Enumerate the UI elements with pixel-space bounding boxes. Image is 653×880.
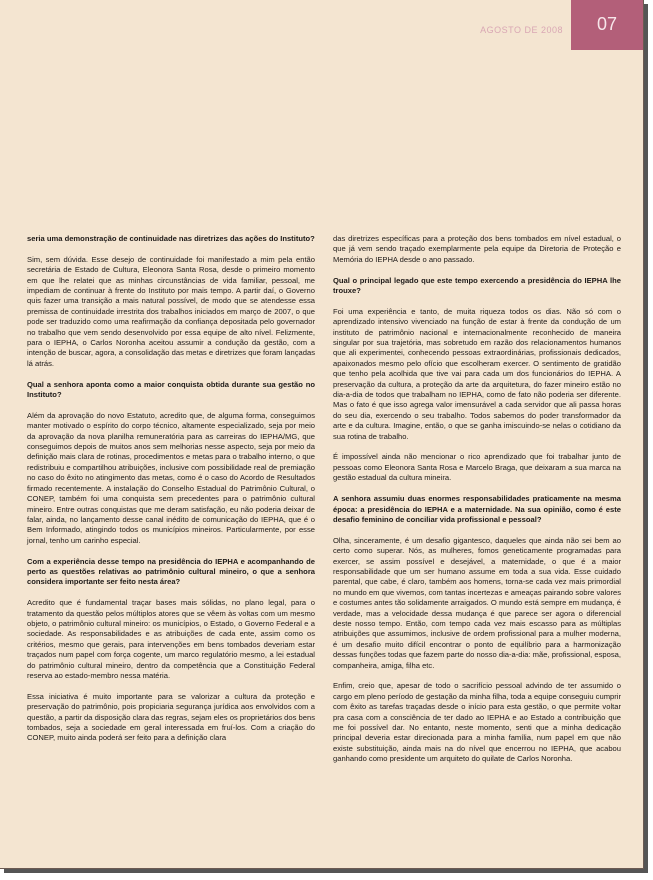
answer-paragraph: Acredito que é fundamental traçar bases mais sólidas, no plano legal, para o tratamento da questão pelos múltiplos atores que se vêem às voltas com um mesmo objeto, o patrimônio cultural mineiro: os municípios, o Estado, o Governo Federal e a sociedade. As responsabilidades e as atribuições de cada ente, assim como os critérios, mesmo que gerais, para intervenções em bens tombados deveriam estar traçados num papel com força cogente, um marco regulatório mesmo, a lei estadual do patrimônio cultural mineiro, dentro da competência que a Constituição Federal reserva ao estado-membro nessa matéria.: [27, 598, 315, 680]
answer-paragraph: Olha, sinceramente, é um desafio gigantesco, daqueles que ainda não sei bem ao certo como superar. Nós, as mulheres, fomos geneticamente programadas para exercer, se assim possível e desejável, a maternidade, o que é a maior responsabilidade que um ser humano assume em toda a sua vida. Esse cuidado parental, que cabe, é claro, também aos homens, torna-se cada vez mais primordial no mundo em que vivemos, com tantas incertezas e ameaças pairando sobre valores e costumes antes tão solidamente arraigados. O mundo está sempre em mudança, é verdade, mas a velocidade dessa mudança é que parece ser agora o diferencial deste nosso tempo. Então, com tempo cada vez mais escasso para as múltiplas atribuições que assumimos, inclusive de ordem profissional para a mulher moderna, é um desafio muito difícil encontrar o ponto de equilíbrio para a harmonização dessas funções todas que fazem parte do nosso dia-a-dia: mãe, profissional, esposa, companheira, amiga, filha etc.: [333, 535, 621, 670]
answer-paragraph: Foi uma experiência e tanto, de muita riqueza todos os dias. Não só com o aprendizado intensivo vivenciado na função de estar à frente da condução de um instituto de patrimônio nacional e internacionalmente reconhecido de maneira singular por sua trajetória, mas sobretudo em razão dos relacionamentos humanos que ali experimentei, conhecendo pessoas extraordinárias, profissionais dedicados, apaixonados mesmo pelo ofício que escolheram exercer. O sentimento de gratidão que tenho pela acolhida que tive vai para cada um dos funcionários do IEPHA. A preservação da cultura, a proteção da arte da arquitetura, do fazer mineiro estão no dia-a-dia de todos que trabalham no IEPHA, como de fato não poderia ser diferente. Mas o fato é que isso agrega valor imensurável a cada servidor que ali passa horas do seu dia, exercendo o seu trabalho. Todos sabemos do poder transformador da arte e da cultura. Imagine, então, o que se ganha imiscuindo-se nelas o cotidiano da sua rotina de trabalho.: [333, 306, 621, 441]
question-text: seria uma demonstração de continuidade nas diretrizes das ações do Instituto?: [27, 234, 315, 243]
answer-paragraph: Enfim, creio que, apesar de todo o sacrifício pessoal advindo de ter assumido o cargo em pleno período de gestação da minha filha, toda a equipe conseguiu cumprir com êxito as tarefas traçadas desde o início para esta gestão, o que permite voltar pra casa com a consciência de ter dado ao IEPHA e ao Estado a contribuição que me foi possível dar. No entanto, neste momento, senti que a minha dedicação principal deveria estar direcionada para a minha família, num papel em que não existe substituição, ainda mais na do nível que encerrou no IEPHA, que acabou ganhando como presidente um arquiteto do quilate de Carlos Noronha.: [333, 681, 621, 764]
page-number-badge: 07: [571, 0, 643, 50]
question-text: Qual o principal legado que este tempo exercendo a presidência do IEPHA lhe trouxe?: [333, 275, 621, 296]
answer-paragraph: Essa iniciativa é muito importante para se valorizar a cultura da proteção e preservação do patrimônio, pois propiciaria segurança jurídica aos envolvidos com a questão, a partir da disposição clara das regras, sejam eles os proprietários dos bens tombados, seja a sociedade em geral interessada em fruí-los. Com a criação do CONEP, muito ainda poderá ser feito para a definição clara: [27, 691, 315, 743]
question-text: A senhora assumiu duas enormes responsabilidades praticamente na mesma época: a presidência do IEPHA e a maternidade. Na sua opinião, como é este desafio feminino de conciliar vida profissional e pessoal?: [333, 494, 621, 524]
answer-paragraph: Além da aprovação do novo Estatuto, acredito que, de alguma forma, conseguimos manter motivado o espírito do corpo técnico, altamente especializado, seja por meio da aprovação da nova planilha remuneratória para as carreiras do IEPHA/MG, que conseguimos depois de muitos anos sem melhorias nesse aspecto, seja por meio da definição mais clara de rotinas, procedimentos e metas para o trabalho interno, o que redistribuiu e compartilhou atribuições, inclusive com possibilidade real de premiação no caso do êxito no atingimento das metas, como é o caso do Acordo de Resultados firmado recentemente. A instalação do Conselho Estadual do Patrimônio Cultural, o CONEP, também foi uma conquista sem precedentes para o patrimônio cultural mineiro. Entre outras conquistas que me deram satisfação, eu não poderia deixar de falar, ainda, no lançamento desse canal inédito de comunicação do IEPHA, que é o Bem Informado, atingindo todos os municípios mineiros. Particularmente, por esse jornal, tenho um carinho especial.: [27, 410, 315, 545]
left-column: [27, 234, 315, 754]
question-text: Qual a senhora aponta como a maior conquista obtida durante sua gestão no Instituto?: [27, 379, 315, 400]
answer-paragraph: Sim, sem dúvida. Esse desejo de continuidade foi manifestado a mim pela então secretária de Estado de Cultura, Eleonora Santa Rosa, desde o primeiro momento em que lhe relatei que as minhas circunstâncias de vida familiar, pessoal, me impediam de continuar à frente do Instituto por mais tempo. A partir daí, o Governo quis fazer uma transição a mais natural possível, de modo que se atendesse essa premissa de continuidade irrestrita dos trabalhos iniciados em março de 2007, o que pode ser traduzido como uma reafirmação da confiança depositada pelo governador no trabalho que vem sendo desenvolvido por essa equipe de alto nível. Felizmente, para o IEPHA, o Carlos Noronha aceitou assumir a condução da gestão, com a intenção de buscar, agora, a consolidação das metas e diretrizes que foram lançadas lá atrás.: [27, 254, 315, 368]
question-text: Com a experiência desse tempo na presidência do IEPHA e acompanhando de perto as questões relativas ao patrimônio cultural mineiro, o que a senhora considera importante ser feito nesta área?: [27, 556, 315, 587]
right-column: [333, 234, 621, 775]
answer-paragraph: das diretrizes específicas para a proteção dos bens tombados em nível estadual, o que já vem sendo traçado exemplarmente pela equipe da Diretoria de Proteção e Memória do IEPHA desde o ano passado.: [333, 234, 621, 264]
answer-paragraph: É impossível ainda não mencionar o rico aprendizado que foi trabalhar junto de pessoas como Eleonora Santa Rosa e Marcelo Braga, que deixaram a sua marca na gestão estadual da cultura mineira.: [333, 452, 621, 483]
issue-date: AGOSTO DE 2008: [480, 25, 563, 35]
